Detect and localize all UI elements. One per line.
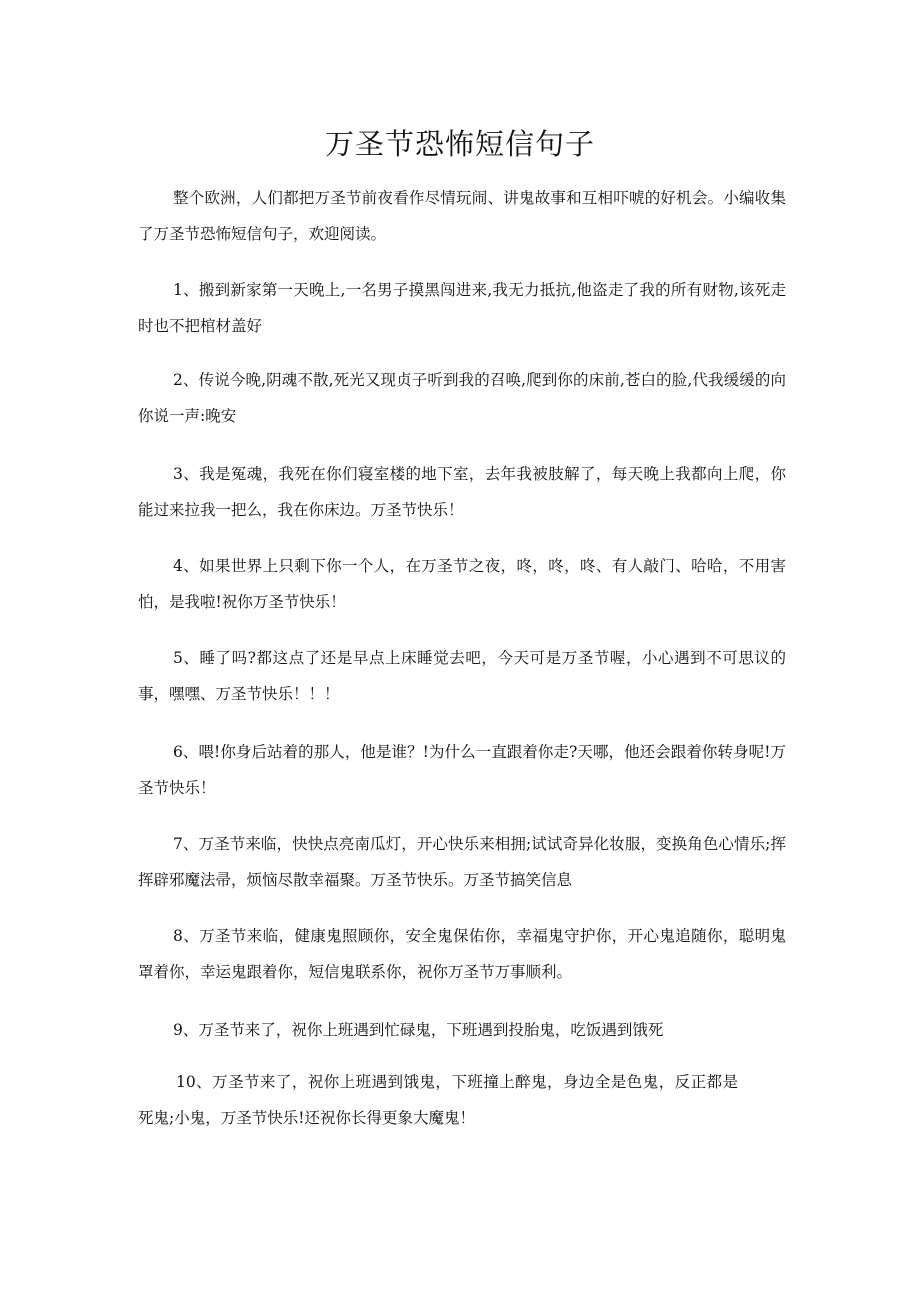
list-item-3: 3、我是冤魂，我死在你们寝室楼的地下室，去年我被肢解了，每天晚上我都向上爬，你能过来拉我一把么，我在你床边。万圣节快乐！ xyxy=(138,465,786,519)
list-item-2: 2、传说今晚,阴魂不散,死光又现贞子听到我的召唤,爬到你的床前,苍白的脸,代我缓缓的向你说一声:晚安 xyxy=(138,371,786,425)
page-title: 万圣节恐怖短信句子 xyxy=(324,127,595,161)
list-item-1: 1、搬到新家第一天晚上,一名男子摸黑闯进来,我无力抵抗,他盗走了我的所有财物,该死走时也不把棺材盖好 xyxy=(138,281,786,335)
intro-paragraph: 整个欧洲，人们都把万圣节前夜看作尽情玩闹、讲鬼故事和互相吓唬的好机会。小编收集了万圣节恐怖短信句子，欢迎阅读。 xyxy=(138,189,786,243)
list-item-7: 7、万圣节来临，快快点亮南瓜灯，开心快乐来相拥;试试奇异化妆服，变换角色心情乐;挥挥辟邪魔法帚，烦恼尽散幸福聚。万圣节快乐。万圣节搞笑信息 xyxy=(138,835,786,889)
list-item-6: 6、喂!你身后站着的那人，他是谁？!为什么一直跟着你走?天哪，他还会跟着你转身呢!万圣节快乐！ xyxy=(138,743,786,797)
list-item-9: 9、万圣节来了，祝你上班遇到忙碌鬼，下班遇到投胎鬼，吃饭遇到饿死 xyxy=(173,1021,664,1039)
list-item-10: 10、万圣节来了，祝你上班遇到饿鬼，下班撞上醉鬼，身边全是色鬼，反正都是死鬼;小鬼，万圣节快乐!还祝你长得更象大魔鬼！ xyxy=(138,1073,738,1127)
list-item-4: 4、如果世界上只剩下你一个人，在万圣节之夜，咚，咚，咚、有人敲门、哈哈，不用害怕，是我啦!祝你万圣节快乐！ xyxy=(138,557,786,611)
list-item-8: 8、万圣节来临，健康鬼照顾你，安全鬼保佑你，幸福鬼守护你，开心鬼追随你，聪明鬼罩着你，幸运鬼跟着你，短信鬼联系你，祝你万圣节万事顺利。 xyxy=(138,927,786,981)
list-item-5: 5、睡了吗?都这点了还是早点上床睡觉去吧，今天可是万圣节喔，小心遇到不可思议的事，嘿嘿、万圣节快乐！！！ xyxy=(138,649,786,703)
